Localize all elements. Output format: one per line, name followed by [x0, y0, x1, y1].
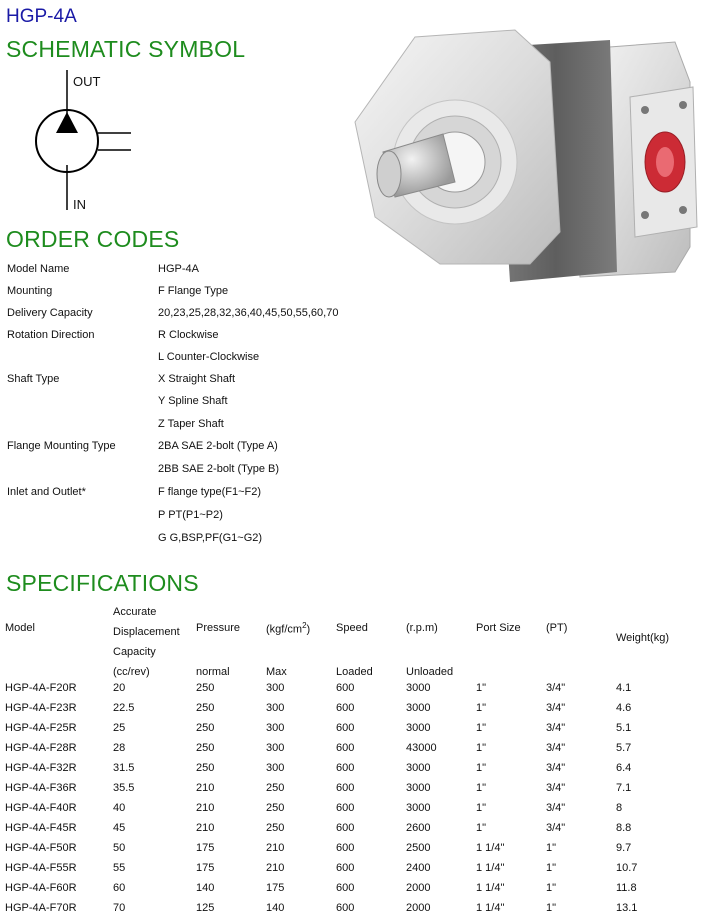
cell-speed-unloaded: 3000 [406, 682, 431, 694]
cell-weight: 10.7 [616, 862, 638, 874]
cell-weight: 11.8 [616, 882, 637, 894]
cell-displacement: 28 [113, 742, 126, 754]
header-unloaded: Unloaded [406, 666, 454, 678]
cell-speed-loaded: 600 [336, 862, 355, 874]
cell-pressure-normal: 250 [196, 762, 215, 774]
cell-speed-loaded: 600 [336, 722, 355, 734]
order-key: Model Name [7, 263, 70, 275]
order-value: HGP-4A [158, 263, 199, 275]
cell-port-size: 1" [476, 782, 487, 794]
cell-port-size: 1" [476, 802, 487, 814]
cell-speed-unloaded: 3000 [406, 782, 431, 794]
cell-port-size: 1" [476, 822, 487, 834]
cell-port-size: 1 1/4" [476, 862, 505, 874]
cell-model: HGP-4A-F45R [5, 822, 77, 834]
cell-port-size: 1" [476, 762, 487, 774]
specifications-table [5, 598, 696, 918]
cell-pressure-normal: 140 [196, 882, 215, 894]
cell-pressure-max: 140 [266, 902, 285, 914]
cell-port-size: 1" [476, 742, 487, 754]
table-row [5, 758, 696, 778]
order-value: Y Spline Shaft [158, 395, 228, 407]
cell-displacement: 45 [113, 822, 126, 834]
header-speed: Speed [336, 622, 368, 634]
cell-pt: 3/4" [546, 722, 566, 734]
cell-port-size: 1 1/4" [476, 882, 505, 894]
cell-pressure-normal: 250 [196, 722, 215, 734]
cell-pressure-normal: 175 [196, 862, 215, 874]
table-header-row [5, 598, 696, 618]
cell-model: HGP-4A-F28R [5, 742, 77, 754]
header-disp-unit: (cc/rev) [113, 666, 150, 678]
order-value: L Counter-Clockwise [158, 351, 260, 363]
cell-pressure-max: 250 [266, 782, 285, 794]
cell-port-size: 1" [476, 722, 487, 734]
header-port-size: Port Size [476, 622, 521, 634]
cell-speed-unloaded: 2500 [406, 842, 431, 854]
order-key: Delivery Capacity [7, 307, 93, 319]
cell-pressure-max: 250 [266, 802, 285, 814]
cell-speed-unloaded: 2600 [406, 822, 431, 834]
cell-displacement: 70 [113, 902, 126, 914]
cell-pressure-normal: 210 [196, 782, 215, 794]
order-value: F flange type(F1~F2) [158, 486, 262, 498]
cell-model: HGP-4A-F50R [5, 842, 77, 854]
cell-pressure-max: 250 [266, 822, 285, 834]
order-key: Flange Mounting Type [7, 440, 116, 452]
cell-model: HGP-4A-F25R [5, 722, 77, 734]
cell-weight: 8.8 [616, 822, 632, 834]
cell-pressure-normal: 250 [196, 742, 215, 754]
cell-weight: 6.4 [616, 762, 632, 774]
cell-speed-loaded: 600 [336, 742, 355, 754]
order-codes-heading: ORDER CODES [6, 226, 180, 252]
header-pressure-unit: $(kgf/cm^2)$ [266, 620, 311, 636]
header-max: Max [266, 666, 287, 678]
specifications-body [5, 678, 696, 918]
cell-speed-loaded: 600 [336, 782, 355, 794]
cell-pt: 3/4" [546, 682, 566, 694]
cell-speed-loaded: 600 [336, 702, 355, 714]
cell-speed-unloaded: 3000 [406, 722, 431, 734]
cell-speed-unloaded: 3000 [406, 802, 431, 814]
header-disp-l3: Capacity [113, 646, 156, 658]
cell-speed-loaded: 600 [336, 842, 355, 854]
table-header-row [5, 658, 696, 678]
cell-pressure-normal: 250 [196, 702, 215, 714]
cell-displacement: 22.5 [113, 702, 135, 714]
cell-speed-loaded: 600 [336, 802, 355, 814]
cell-displacement: 35.5 [113, 782, 135, 794]
cell-displacement: 40 [113, 802, 126, 814]
cell-pressure-max: 300 [266, 702, 285, 714]
cell-weight: 13.1 [616, 902, 638, 914]
cell-speed-loaded: 600 [336, 902, 355, 914]
cell-pt: 3/4" [546, 702, 566, 714]
order-value: 2BA SAE 2-bolt (Type A) [158, 440, 278, 452]
cell-weight: 7.1 [616, 782, 632, 794]
header-normal: normal [196, 666, 230, 678]
order-value: 20,23,25,28,32,36,40,45,50,55,60,70 [158, 307, 339, 319]
cell-pt: 3/4" [546, 822, 566, 834]
cell-pressure-max: 300 [266, 722, 285, 734]
order-value: P PT(P1~P2) [158, 509, 223, 521]
order-key: Shaft Type [7, 373, 60, 385]
cell-pressure-normal: 210 [196, 822, 215, 834]
cell-pressure-max: 175 [266, 882, 285, 894]
table-row [5, 798, 696, 818]
cell-pressure-max: 300 [266, 742, 285, 754]
cell-weight: 9.7 [616, 842, 632, 854]
cell-pressure-normal: 250 [196, 682, 215, 694]
cell-displacement: 50 [113, 842, 126, 854]
cell-pressure-max: 210 [266, 862, 285, 874]
cell-pressure-normal: 210 [196, 802, 215, 814]
cell-model: HGP-4A-F60R [5, 882, 77, 894]
table-row [5, 738, 696, 758]
cell-model: HGP-4A-F55R [5, 862, 77, 874]
cell-speed-unloaded: 43000 [406, 742, 437, 754]
cell-speed-unloaded: 2000 [406, 882, 431, 894]
table-row [5, 898, 696, 918]
cell-model: HGP-4A-F70R [5, 902, 77, 914]
cell-speed-loaded: 600 [336, 682, 355, 694]
cell-speed-loaded: 600 [336, 822, 355, 834]
order-key: Rotation Direction [7, 329, 95, 341]
table-row [5, 718, 696, 738]
header-weight: Weight(kg) [616, 632, 669, 644]
order-value: X Straight Shaft [158, 373, 236, 385]
pump-product-image [345, 2, 705, 302]
cell-model: HGP-4A-F32R [5, 762, 77, 774]
specifications-heading: SPECIFICATIONS [6, 570, 199, 596]
cell-model: HGP-4A-F40R [5, 802, 77, 814]
cell-port-size: 1" [476, 702, 487, 714]
cell-weight: 4.1 [616, 682, 632, 694]
order-value: 2BB SAE 2-bolt (Type B) [158, 463, 280, 475]
header-pressure: Pressure [196, 622, 241, 634]
cell-model: HGP-4A-F23R [5, 702, 77, 714]
cell-speed-unloaded: 3000 [406, 762, 431, 774]
table-row [5, 858, 696, 878]
cell-speed-loaded: 600 [336, 882, 355, 894]
cell-weight: 8 [616, 802, 623, 814]
header-loaded: Loaded [336, 666, 373, 678]
order-value: F Flange Type [158, 285, 229, 297]
cell-weight: 4.6 [616, 702, 632, 714]
page-title: HGP-4A [6, 6, 77, 27]
schematic-symbol [30, 70, 180, 215]
cell-pressure-max: 300 [266, 682, 285, 694]
header-disp-l2: Displacement [113, 626, 180, 638]
cell-model: HGP-4A-F36R [5, 782, 77, 794]
cell-model: HGP-4A-F20R [5, 682, 77, 694]
cell-pt: 3/4" [546, 762, 566, 774]
cell-pt: 1" [546, 902, 557, 914]
cell-pressure-normal: 125 [196, 902, 215, 914]
cell-speed-loaded: 600 [336, 762, 355, 774]
schematic-heading: SCHEMATIC SYMBOL [6, 36, 246, 62]
order-key: Inlet and Outlet* [7, 486, 86, 498]
order-value: G G,BSP,PF(G1~G2) [158, 532, 263, 544]
cell-pressure-max: 210 [266, 842, 285, 854]
table-row [5, 778, 696, 798]
cell-port-size: 1 1/4" [476, 842, 505, 854]
cell-pt: 1" [546, 882, 557, 894]
out-label: OUT [73, 74, 101, 89]
cell-pt: 3/4" [546, 782, 566, 794]
order-key: Mounting [7, 285, 53, 297]
table-row [5, 678, 696, 698]
in-label: IN [73, 197, 86, 212]
cell-displacement: 55 [113, 862, 126, 874]
cell-pt: 1" [546, 842, 557, 854]
header-rpm: (r.p.m) [406, 622, 438, 634]
cell-displacement: 60 [113, 882, 126, 894]
header-model: Model [5, 622, 35, 634]
cell-weight: 5.1 [616, 722, 632, 734]
order-value: R Clockwise [158, 329, 219, 341]
cell-displacement: 31.5 [113, 762, 135, 774]
cell-pressure-max: 300 [266, 762, 285, 774]
pump-symbol-diagram [30, 70, 180, 215]
cell-displacement: 20 [113, 682, 126, 694]
cell-pt: 3/4" [546, 802, 566, 814]
cell-pt: 1" [546, 862, 557, 874]
cell-speed-unloaded: 2400 [406, 862, 431, 874]
cell-speed-unloaded: 2000 [406, 902, 431, 914]
table-row [5, 698, 696, 718]
cell-port-size: 1 1/4" [476, 902, 505, 914]
cell-pt: 3/4" [546, 742, 566, 754]
table-row [5, 838, 696, 858]
header-disp-l1: Accurate [113, 606, 157, 618]
table-row [5, 818, 696, 838]
cell-pressure-normal: 175 [196, 842, 215, 854]
order-value: Z Taper Shaft [158, 418, 224, 430]
cell-displacement: 25 [113, 722, 126, 734]
cell-port-size: 1" [476, 682, 487, 694]
cell-speed-unloaded: 3000 [406, 702, 431, 714]
table-row [5, 878, 696, 898]
header-pt: (PT) [546, 622, 568, 634]
cell-weight: 5.7 [616, 742, 632, 754]
